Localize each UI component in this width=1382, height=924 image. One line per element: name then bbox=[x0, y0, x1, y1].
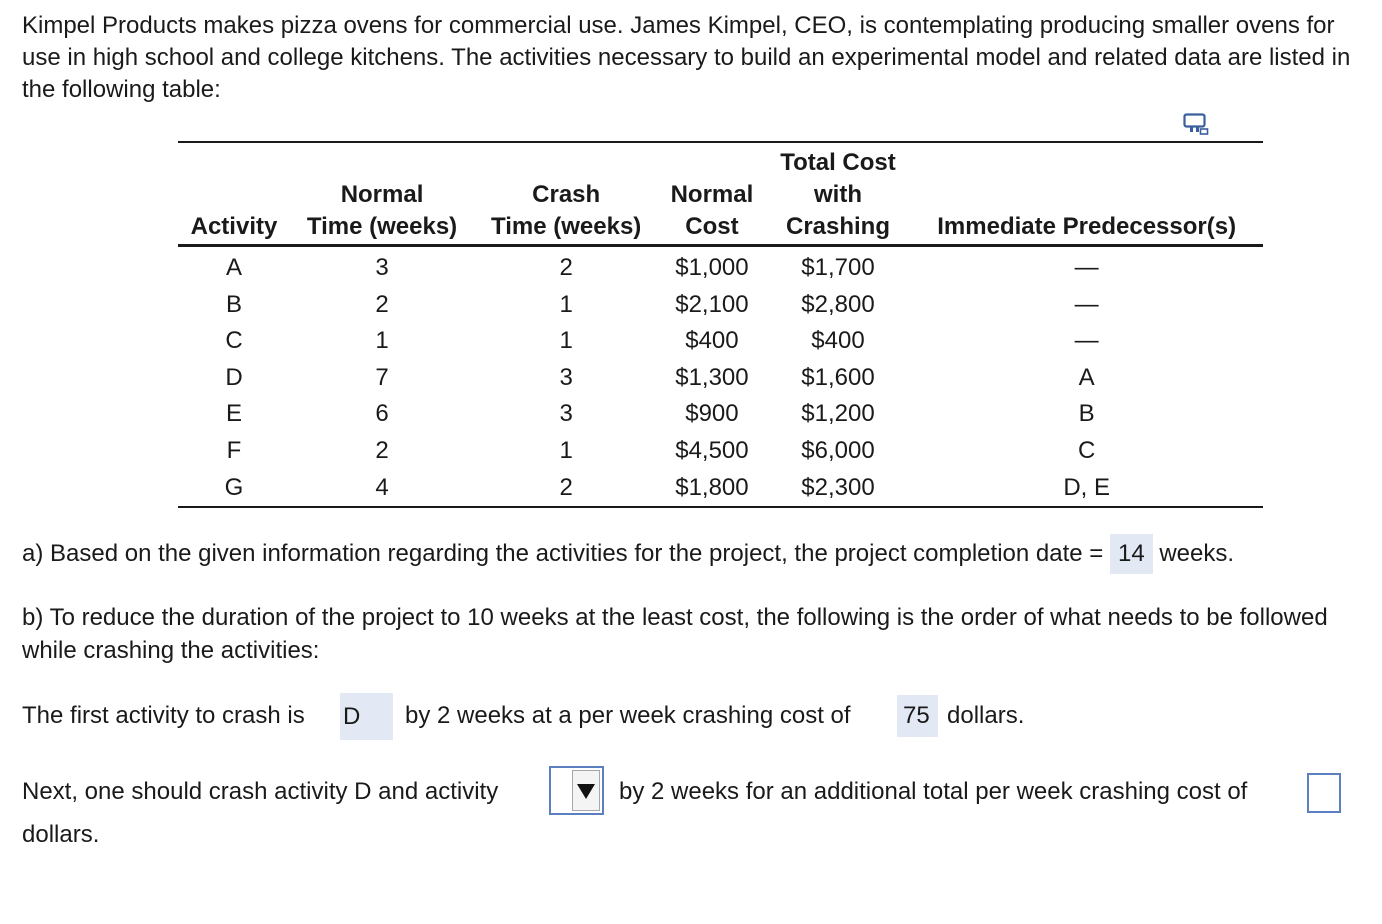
header-total-cost-crashing: Total Cost with Crashing bbox=[780, 149, 896, 240]
table-cell: 7 bbox=[375, 363, 389, 391]
next-crash-prefix: Next, one should crash activity D and activity bbox=[22, 778, 499, 805]
header-predecessors: Immediate Predecessor(s) bbox=[937, 213, 1237, 240]
table-cell: D bbox=[225, 363, 243, 391]
table-cell: D, E bbox=[1063, 473, 1111, 501]
table-header-row bbox=[178, 142, 1263, 246]
table-cell: $1,300 bbox=[675, 363, 749, 391]
table-cell: $400 bbox=[811, 327, 865, 355]
copy-table-icon[interactable] bbox=[1183, 113, 1209, 135]
table-cell: 3 bbox=[559, 363, 573, 391]
next-activity-dropdown[interactable] bbox=[549, 766, 604, 815]
header-normal-time: Normal Time (weeks) bbox=[306, 181, 458, 240]
table-cell: 6 bbox=[375, 400, 389, 428]
table-cell: $1,600 bbox=[801, 363, 875, 391]
table-cell: $1,200 bbox=[801, 400, 875, 428]
header-activity: Activity bbox=[190, 213, 278, 240]
table-cell: $2,300 bbox=[801, 473, 875, 501]
table-cell: 2 bbox=[559, 254, 573, 281]
next-crash-suffix: dollars. bbox=[22, 821, 100, 848]
table-cell: 4 bbox=[375, 473, 389, 501]
table-cell: 2 bbox=[375, 290, 389, 318]
table-cell: C bbox=[1078, 436, 1096, 464]
table-cell: — bbox=[1074, 327, 1099, 355]
dropdown-arrow-icon bbox=[577, 784, 595, 799]
table-row bbox=[178, 360, 1263, 397]
header-crash-time: Crash Time (weeks) bbox=[491, 181, 642, 240]
next-crash-mid: by 2 weeks for an additional total per week crashing cost of bbox=[619, 778, 1248, 805]
table-cell: 1 bbox=[559, 290, 573, 318]
table-cell: $1,700 bbox=[801, 254, 875, 281]
first-cost-answer-field[interactable]: 75 bbox=[897, 695, 938, 737]
next-cost-input[interactable] bbox=[1307, 773, 1341, 813]
table-cell: $4,500 bbox=[675, 436, 749, 464]
table-cell: A bbox=[225, 254, 242, 281]
table-cell: B bbox=[1078, 400, 1095, 428]
table-cell: 1 bbox=[375, 327, 389, 355]
table-cell: C bbox=[225, 327, 243, 355]
table-row bbox=[178, 433, 1263, 470]
first-crash-prefix: The first activity to crash is bbox=[22, 702, 305, 729]
first-crash-suffix: dollars. bbox=[947, 702, 1025, 729]
header-normal-cost: Normal Cost bbox=[670, 181, 754, 240]
table-cell: $400 bbox=[685, 327, 739, 355]
table-cell: $1,800 bbox=[675, 473, 749, 501]
table-cell: $2,100 bbox=[675, 290, 749, 318]
table-cell: — bbox=[1074, 290, 1099, 318]
part-b-intro: b) To reduce the duration of the project to 10 weeks at the least cost, the following is the order of what needs to be followed while crashing the activities: bbox=[22, 604, 1328, 664]
table-row bbox=[178, 246, 1263, 287]
table-row bbox=[178, 287, 1263, 324]
table-cell: 3 bbox=[559, 400, 573, 428]
table-cell: — bbox=[1074, 254, 1099, 281]
table-row bbox=[178, 470, 1263, 508]
part-a-answer-field[interactable]: 14 bbox=[1110, 534, 1153, 574]
table-row bbox=[178, 323, 1263, 360]
table-cell: B bbox=[225, 290, 242, 318]
table-cell: A bbox=[1078, 363, 1095, 391]
table-cell: 2 bbox=[375, 436, 389, 464]
table-cell: $6,000 bbox=[801, 436, 875, 464]
table-cell: E bbox=[225, 400, 242, 428]
table-cell: F bbox=[226, 436, 242, 464]
table-cell: 2 bbox=[559, 473, 573, 501]
table-cell: 1 bbox=[559, 327, 573, 355]
dropdown-button[interactable] bbox=[572, 770, 600, 811]
activity-data-table bbox=[178, 141, 1263, 508]
first-crash-mid: by 2 weeks at a per week crashing cost of bbox=[405, 702, 851, 729]
table-cell: 3 bbox=[375, 254, 389, 281]
table-cell: 1 bbox=[559, 436, 573, 464]
table-cell: G bbox=[224, 473, 244, 501]
table-cell: $1,000 bbox=[675, 254, 749, 281]
problem-intro: Kimpel Products makes pizza ovens for commercial use. James Kimpel, CEO, is contemplating producing smaller ovens for use in high school and college kitchens. The activities necessary to build an experimental model and related data are listed in the following table: bbox=[22, 12, 1351, 103]
first-activity-answer-field[interactable]: D bbox=[340, 693, 393, 740]
table-cell: $900 bbox=[685, 400, 739, 428]
table-row bbox=[178, 396, 1263, 433]
table-cell: $2,800 bbox=[801, 290, 875, 318]
part-a-question: a) Based on the given information regarding the activities for the project, the project completion date = 14 weeks. bbox=[22, 534, 1234, 574]
